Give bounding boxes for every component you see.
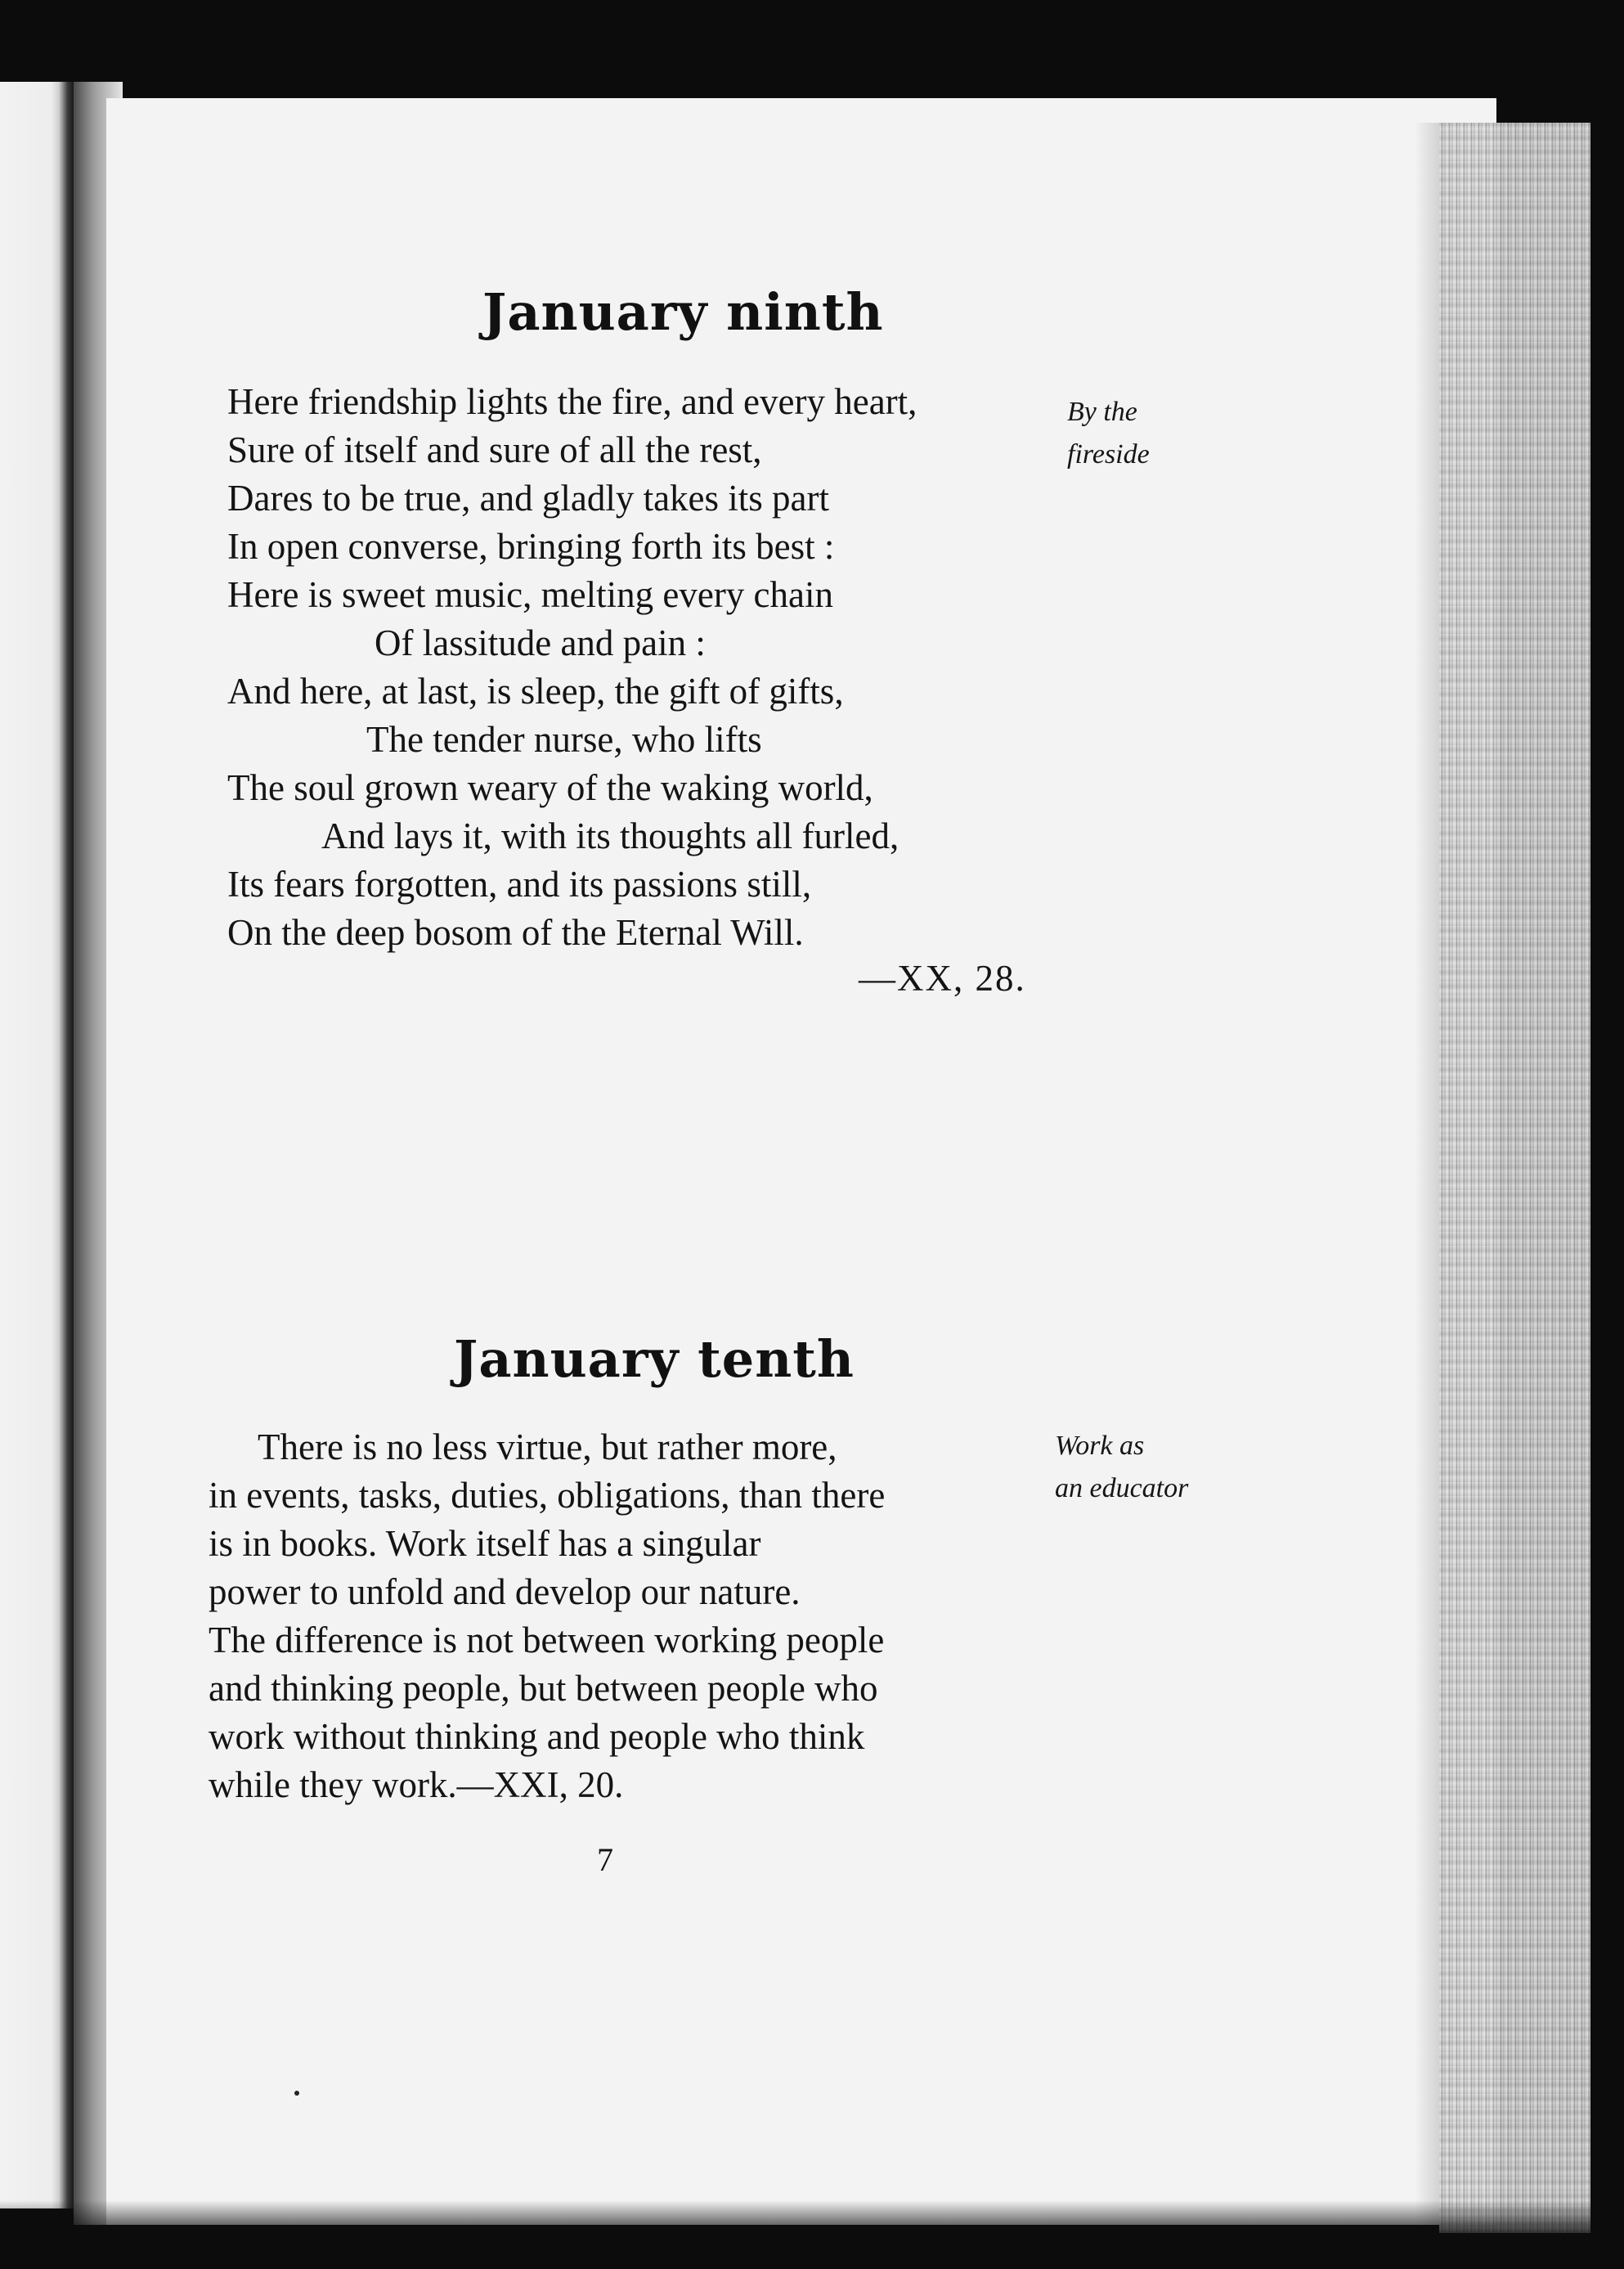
left-page-edge xyxy=(0,82,74,2208)
prose-january-tenth xyxy=(209,1423,1026,1809)
poem-line: Of lassitude and pain : xyxy=(375,622,706,663)
poem-line: The soul grown weary of the waking world, xyxy=(227,767,873,808)
prose-line: work without thinking and people who think xyxy=(209,1716,865,1757)
margin-note-by-the-fireside xyxy=(1067,391,1150,476)
poem-line: And here, at last, is sleep, the gift of gifts, xyxy=(227,671,844,712)
margin-note-line: fireside xyxy=(1067,439,1150,470)
prose-line: There is no less virtue, but rather more, xyxy=(258,1427,837,1467)
poem-line: In open converse, bringing forth its best : xyxy=(227,526,835,567)
poem-line: Here is sweet music, melting every chain xyxy=(227,574,834,615)
section-heading-january-ninth: January ninth xyxy=(482,282,884,342)
prose-line: is in books. Work itself has a singular xyxy=(209,1523,761,1564)
dust-speck xyxy=(294,2091,299,2096)
section-heading-january-tenth: January tenth xyxy=(454,1329,855,1389)
prose-line: power to unfold and develop our nature. xyxy=(209,1571,801,1612)
poem-citation: —XX, 28. xyxy=(859,958,1026,999)
poem-january-ninth xyxy=(227,378,917,957)
poem-line: Here friendship lights the fire, and every heart, xyxy=(227,381,917,422)
poem-line: Its fears forgotten, and its passions still, xyxy=(227,864,812,905)
prose-line: The difference is not between working people xyxy=(209,1620,885,1660)
margin-note-line: By the xyxy=(1067,397,1137,427)
prose-line: and thinking people, but between people who xyxy=(209,1668,878,1709)
prose-line: in events, tasks, duties, obligations, than there xyxy=(209,1475,886,1516)
bottom-scan-edge xyxy=(0,2200,1624,2269)
poem-line: On the deep bosom of the Eternal Will. xyxy=(227,912,804,953)
poem-line: The tender nurse, who lifts xyxy=(366,719,762,760)
poem-line: Dares to be true, and gladly takes its part xyxy=(227,478,830,519)
stacked-page-edges xyxy=(1439,123,1590,2233)
poem-line: And lays it, with its thoughts all furled, xyxy=(321,815,899,856)
margin-note-work-as-educator xyxy=(1055,1425,1188,1510)
margin-note-line: an educator xyxy=(1055,1473,1189,1503)
prose-line: while they work.—XXI, 20. xyxy=(209,1764,624,1805)
page-number: 7 xyxy=(597,1841,613,1878)
margin-note-line: Work as xyxy=(1055,1431,1145,1461)
poem-line: Sure of itself and sure of all the rest, xyxy=(227,429,762,470)
